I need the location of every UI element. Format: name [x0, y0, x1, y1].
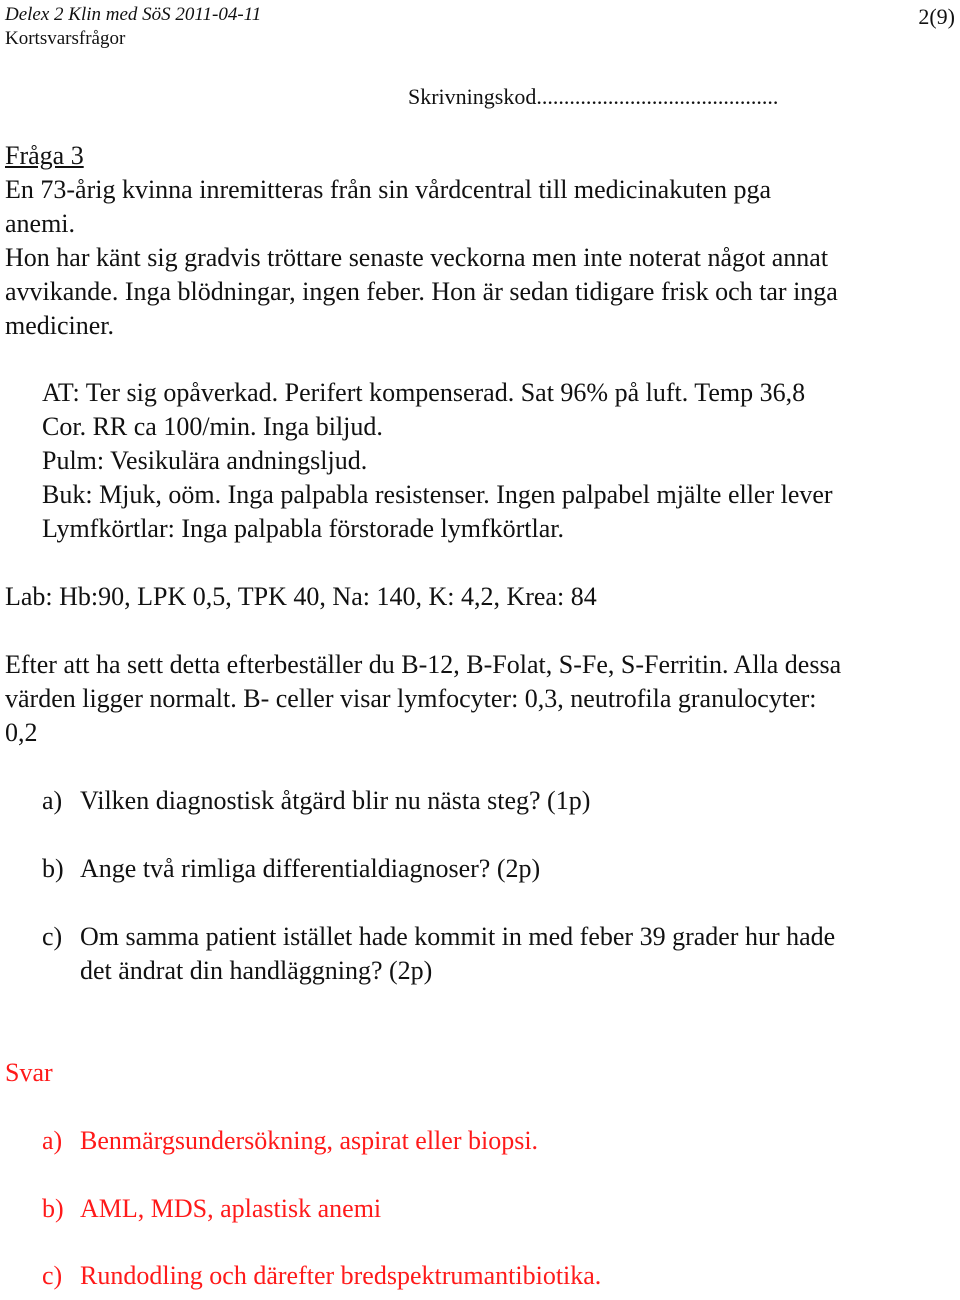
subquestion-marker: a)	[42, 786, 63, 815]
section-title: Kortsvarsfrågor	[5, 28, 126, 49]
subquestion-text: Om samma patient istället hade kommit in med feber 39 grader hur hade	[80, 922, 836, 951]
subquestion-marker: c)	[42, 922, 63, 951]
status-line: Buk: Mjuk, oöm. Inga palpabla resistenser. Ingen palpabel mjälte eller lever	[42, 480, 833, 509]
subquestion-text: Vilken diagnostisk åtgärd blir nu nästa steg? (1p)	[80, 786, 591, 815]
followup-line: 0,2	[5, 718, 38, 747]
status-line: AT: Ter sig opåverkad. Perifert kompenserad. Sat 96% på luft. Temp 36,8	[42, 378, 806, 407]
answer-text: AML, MDS, aplastisk anemi	[80, 1194, 382, 1223]
status-line: Lymfkörtlar: Inga palpabla förstorade lymfkörtlar.	[42, 514, 564, 543]
answer-c	[42, 1259, 601, 1293]
followup-line: värden ligger normalt. B- celler visar lymfocyter: 0,3, neutrofila granulocyter:	[5, 684, 817, 713]
answer-a	[42, 1124, 538, 1158]
intro-line: En 73-årig kvinna inremitteras från sin vårdcentral till medicinakuten pga	[5, 175, 772, 204]
answer-marker: b)	[42, 1194, 64, 1223]
intro-line: anemi.	[5, 209, 76, 238]
answer-heading: Svar	[5, 1058, 53, 1087]
answer-marker: c)	[42, 1261, 63, 1290]
answer-text: Rundodling och därefter bredspektrumantibiotika.	[80, 1261, 602, 1290]
followup-line: Efter att ha sett detta efterbeställer du B-12, B-Folat, S-Fe, S-Ferritin. Alla dessa	[5, 650, 842, 679]
status-line: Pulm: Vesikulära andningsljud.	[42, 446, 368, 475]
intro-line: mediciner.	[5, 311, 115, 340]
answer-text: Benmärgsundersökning, aspirat eller biopsi.	[80, 1126, 539, 1155]
answer-b	[42, 1192, 381, 1226]
status-line: Cor. RR ca 100/min. Inga biljud.	[42, 412, 383, 441]
subquestion-a	[42, 784, 590, 818]
intro-line: avvikande. Inga blödningar, ingen feber. Hon är sedan tidigare frisk och tar inga	[5, 277, 838, 306]
subquestion-c	[42, 920, 835, 954]
subquestion-marker: b)	[42, 854, 64, 883]
subquestion-b	[42, 852, 540, 886]
lab-values: Lab: Hb:90, LPK 0,5, TPK 40, Na: 140, K: 4,2, Krea: 84	[5, 582, 597, 611]
intro-line: Hon har känt sig gradvis tröttare senaste veckorna men inte noterat något annat	[5, 243, 829, 272]
write-code-field: Skrivningskod............................................	[408, 84, 779, 109]
answer-marker: a)	[42, 1126, 63, 1155]
subquestion-text: Ange två rimliga differentialdiagnoser? (2p)	[80, 854, 541, 883]
exam-title: Delex 2 Klin med SöS 2011-04-11	[5, 4, 262, 25]
page-number: 2(9)	[918, 4, 955, 29]
subquestion-text-continued: det ändrat din handläggning? (2p)	[80, 956, 433, 985]
question-heading: Fråga 3	[5, 141, 84, 170]
